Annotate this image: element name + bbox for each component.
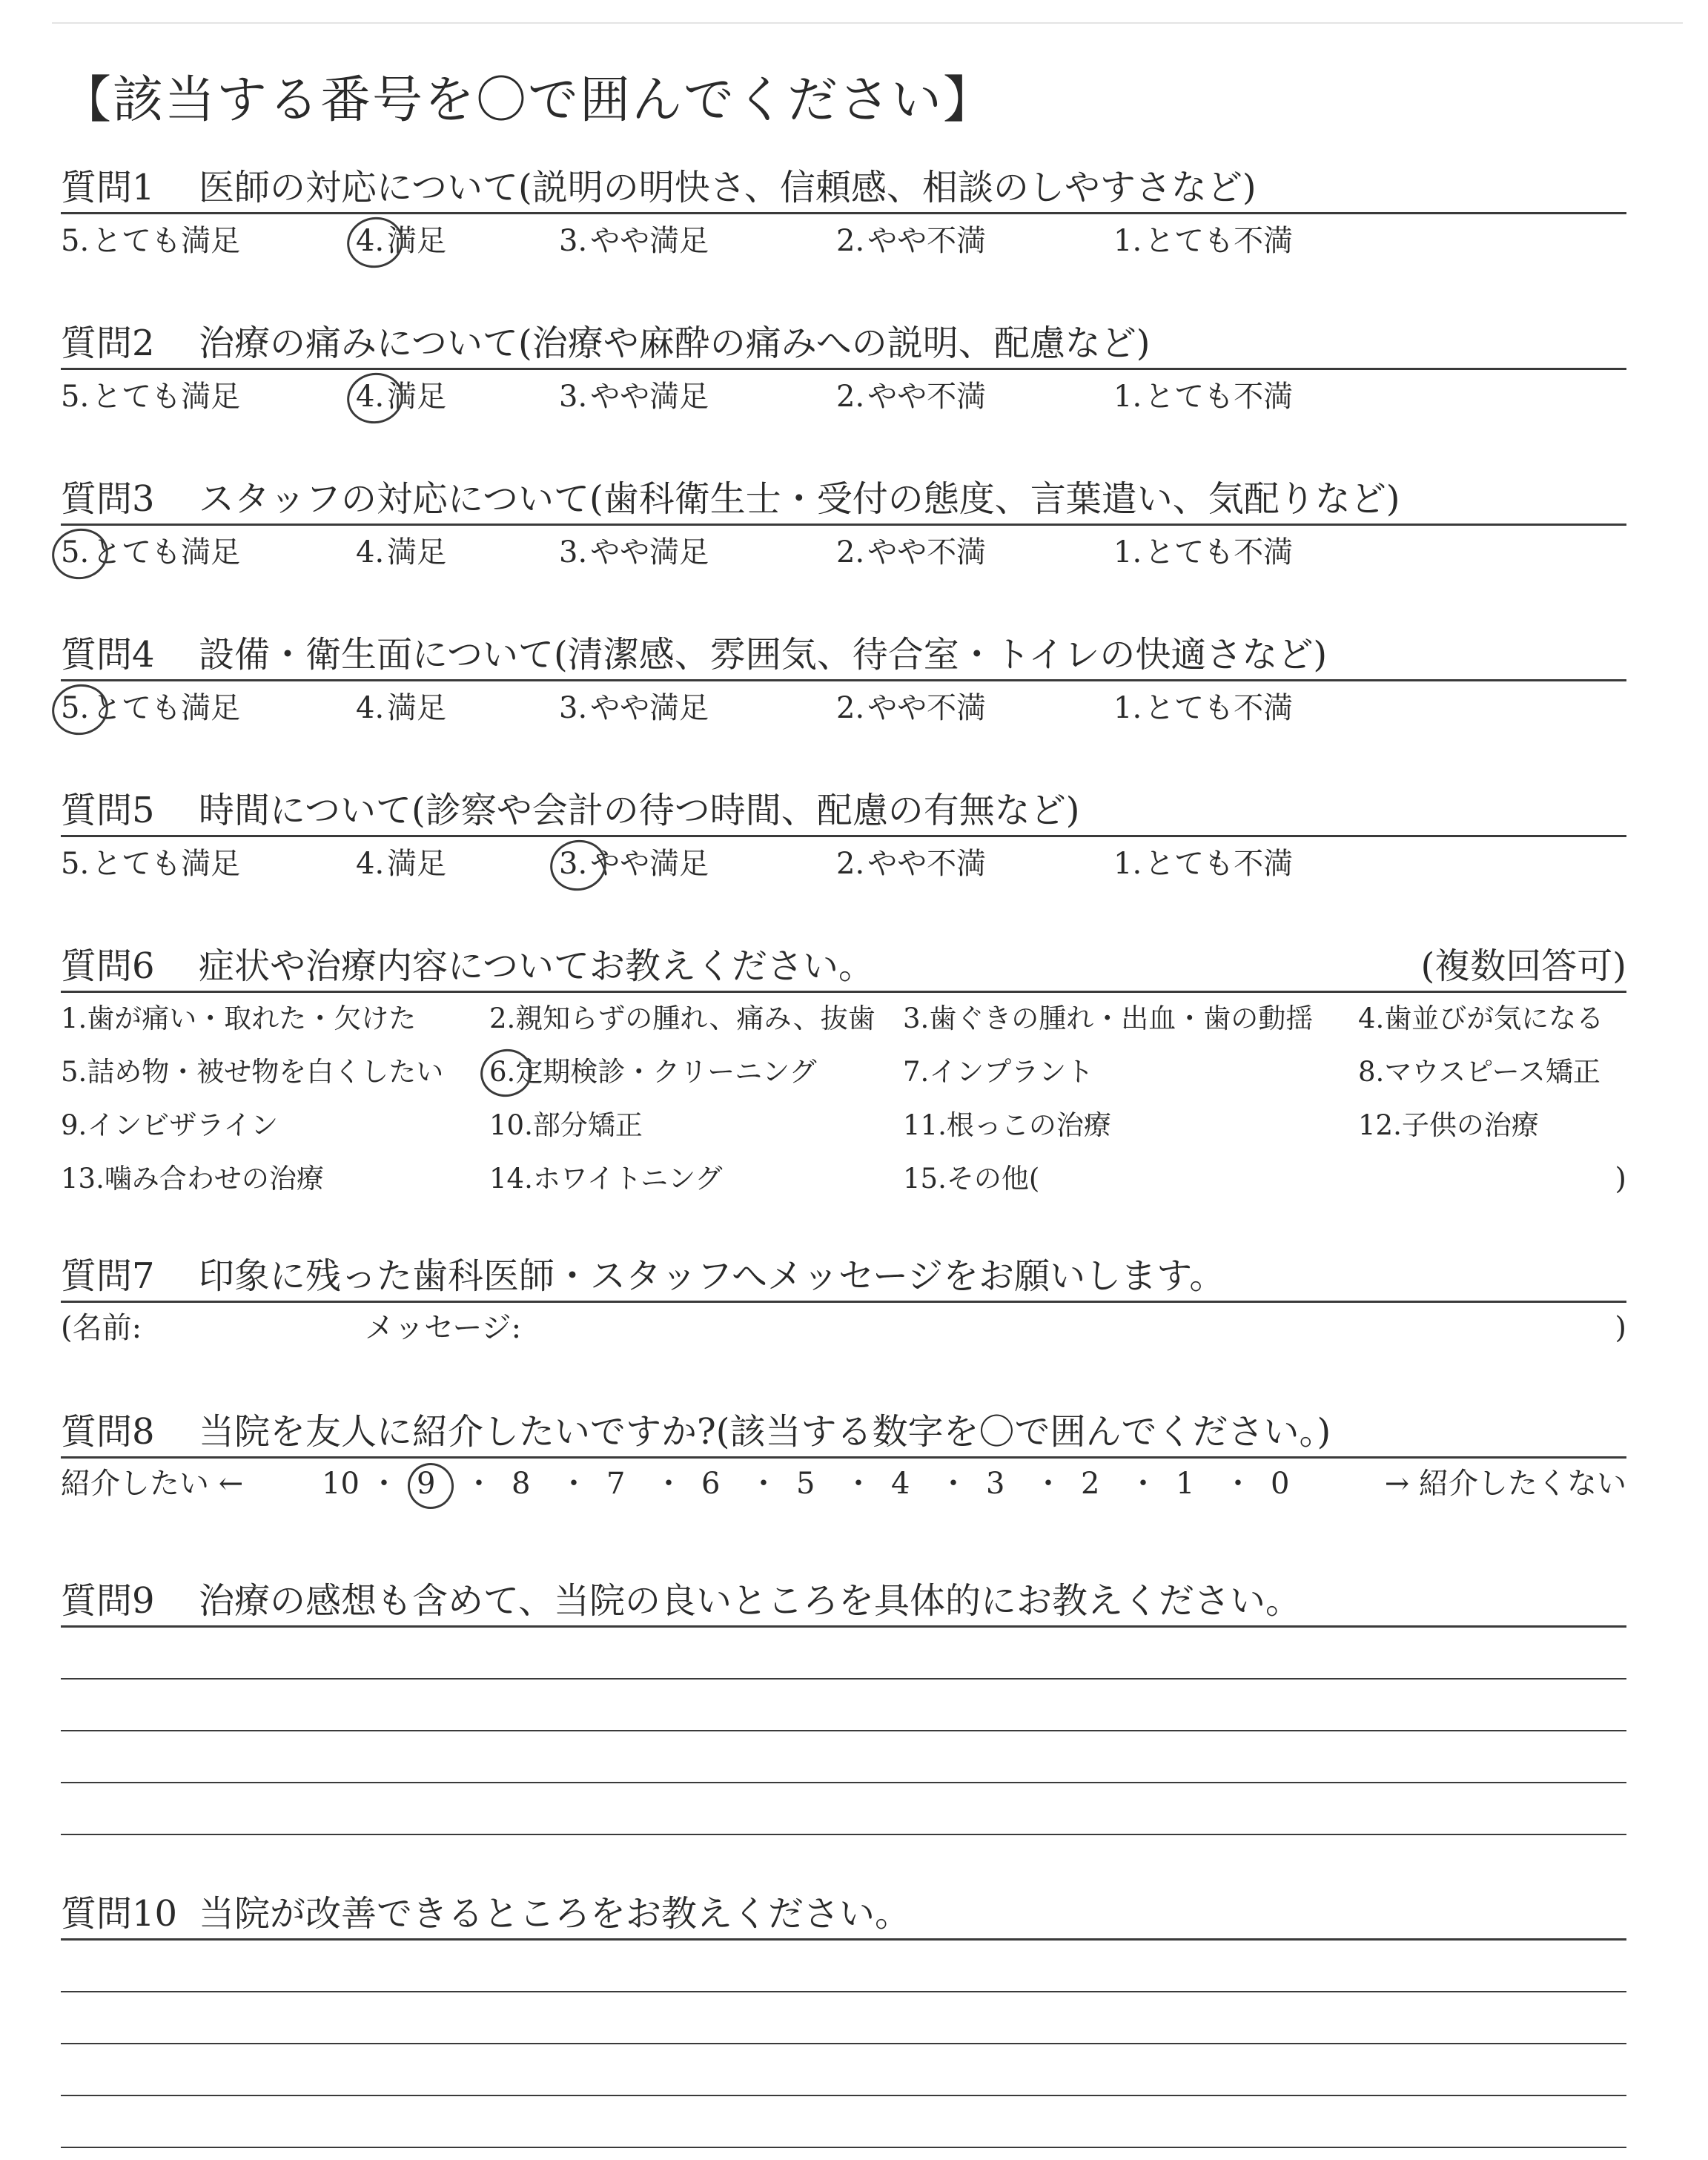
other-close-paren: ) [1615, 1162, 1626, 1196]
option-text: とても不満 [1145, 224, 1294, 258]
option-number: 2. [836, 380, 865, 414]
option-text: やや不満 [867, 380, 987, 414]
scale-value-7[interactable]: 7 [606, 1467, 626, 1501]
symptom-option-11[interactable] [903, 1107, 1111, 1144]
message-line [61, 1306, 1626, 1353]
option-number: 4. [356, 535, 385, 569]
rating-option-2[interactable] [836, 842, 986, 886]
rating-option-2[interactable] [836, 219, 986, 263]
scale-value-2[interactable]: 2 [1081, 1467, 1100, 1501]
option-number: 4. [356, 691, 385, 725]
rating-option-1[interactable] [1113, 374, 1293, 419]
rating-option-4[interactable] [356, 219, 446, 263]
option-number: 3. [903, 1003, 930, 1034]
scale-separator: ・ [1128, 1467, 1158, 1501]
answer-line[interactable] [61, 1680, 1626, 1731]
rating-option-5[interactable] [61, 374, 240, 419]
rating-option-2[interactable] [836, 686, 986, 730]
rating-options [61, 219, 1626, 266]
question-9-header [61, 1578, 1626, 1628]
option-number: 6. [489, 1056, 516, 1088]
option-text: 満足 [387, 380, 447, 414]
question-1 [61, 165, 1626, 266]
question-label: 質問9 [61, 1580, 155, 1622]
rating-option-1[interactable] [1113, 530, 1293, 575]
question-label: 質問7 [61, 1255, 155, 1297]
option-number: 5. [61, 1056, 87, 1088]
recommend-scale [61, 1462, 1626, 1509]
scale-value-9[interactable]: 9 [417, 1467, 436, 1501]
option-number: 7. [903, 1056, 930, 1088]
option-number: 4. [356, 380, 385, 414]
option-number: 5. [61, 691, 90, 725]
option-number: 3. [559, 847, 588, 881]
question-5 [61, 787, 1626, 889]
question-7-header [61, 1253, 1626, 1303]
symptom-option-14[interactable] [489, 1160, 723, 1198]
option-number: 10. [489, 1109, 533, 1141]
answer-line[interactable] [61, 1783, 1626, 1835]
option-number: 1. [1113, 224, 1142, 258]
rating-options [61, 530, 1626, 578]
rating-option-5[interactable] [61, 530, 240, 575]
symptom-option-4[interactable] [1358, 1000, 1603, 1037]
message-label: メッセージ: [365, 1311, 522, 1345]
symptom-option-6[interactable] [489, 1054, 817, 1091]
question-4-header [61, 632, 1626, 681]
symptom-option-12[interactable] [1358, 1107, 1539, 1144]
option-number: 1. [1113, 535, 1142, 569]
option-text: とても不満 [1145, 847, 1294, 881]
scale-value-1[interactable]: 1 [1176, 1467, 1195, 1501]
symptom-option-3[interactable] [903, 1000, 1313, 1037]
rating-option-4[interactable] [356, 842, 446, 886]
option-number: 2. [836, 224, 865, 258]
option-text: 歯ぐきの腫れ・出血・歯の動揺 [929, 1003, 1314, 1034]
option-number: 3. [559, 691, 588, 725]
option-text: 根っこの治療 [946, 1109, 1111, 1141]
question-2-header [61, 320, 1626, 370]
scale-separator: ・ [939, 1467, 968, 1501]
option-number: 2. [836, 847, 865, 881]
option-number: 5. [61, 847, 90, 881]
question-6 [61, 943, 1626, 1223]
option-number: 11. [903, 1109, 947, 1141]
option-text: やや不満 [867, 847, 987, 881]
symptom-option-1[interactable] [61, 1000, 416, 1037]
option-text: とても不満 [1145, 691, 1294, 725]
scale-separator: ・ [559, 1467, 589, 1501]
top-rule [52, 22, 1683, 24]
answer-line[interactable] [61, 2044, 1626, 2096]
option-number: 3. [559, 380, 588, 414]
question-4 [61, 632, 1626, 733]
scale-separator: ・ [369, 1467, 399, 1501]
option-text: 満足 [387, 847, 447, 881]
question-label: 質問1 [61, 167, 155, 208]
option-number: 4. [356, 847, 385, 881]
rating-options [61, 686, 1626, 733]
option-text: インビザライン [87, 1109, 279, 1141]
question-text: 症状や治療内容についてお教えください。 [199, 945, 875, 987]
option-number: 5. [61, 535, 90, 569]
question-2 [61, 320, 1626, 422]
question-10 [61, 1891, 1626, 2148]
rating-options [61, 842, 1626, 889]
question-label: 質問10 [61, 1893, 178, 1935]
scale-separator: ・ [749, 1467, 778, 1501]
option-number: 2. [489, 1003, 516, 1034]
rating-option-2[interactable] [836, 374, 986, 419]
option-number: 9. [61, 1109, 87, 1141]
question-label: 質問4 [61, 634, 155, 676]
option-number: 1. [61, 1003, 87, 1034]
question-10-header [61, 1891, 1626, 1941]
option-text: とても不満 [1145, 535, 1294, 569]
question-8-header [61, 1409, 1626, 1459]
option-number: 3. [559, 535, 588, 569]
question-7 [61, 1253, 1626, 1353]
option-number: 8. [1358, 1056, 1385, 1088]
symptom-option-9[interactable] [61, 1107, 278, 1144]
answer-line[interactable] [61, 2096, 1626, 2148]
symptom-option-2[interactable] [489, 1000, 875, 1037]
answer-line[interactable] [61, 1731, 1626, 1783]
option-number: 1. [1113, 380, 1142, 414]
rating-option-3[interactable] [559, 686, 709, 730]
message-close-paren: ) [1615, 1311, 1626, 1345]
scale-value-4[interactable]: 4 [891, 1467, 910, 1501]
question-label: 質問5 [61, 790, 155, 831]
symptom-option-10[interactable] [489, 1107, 643, 1144]
rating-option-2[interactable] [836, 530, 986, 575]
option-text: 親知らずの腫れ、痛み、抜歯 [515, 1003, 875, 1034]
question-5-header [61, 787, 1626, 837]
option-number: 15. [903, 1163, 947, 1195]
option-number: 5. [61, 224, 90, 258]
scale-value-5[interactable]: 5 [796, 1467, 815, 1501]
symptom-option-5[interactable] [61, 1054, 443, 1091]
question-text: 印象に残った歯科医師・スタッフへメッセージをお願いします。 [199, 1255, 1225, 1297]
rating-option-5[interactable] [61, 842, 240, 886]
symptom-option-15[interactable] [903, 1160, 1039, 1198]
option-text: やや不満 [867, 691, 987, 725]
scale-separator: ・ [464, 1467, 494, 1501]
scale-value-10[interactable]: 10 [322, 1467, 360, 1501]
name-label: (名前: [61, 1311, 142, 1345]
question-1-header [61, 165, 1626, 214]
scale-separator: ・ [654, 1467, 683, 1501]
symptom-option-8[interactable] [1358, 1054, 1601, 1091]
option-text: やや不満 [867, 535, 987, 569]
rating-option-4[interactable] [356, 530, 446, 575]
option-number: 14. [489, 1163, 533, 1195]
question-label: 質問8 [61, 1411, 155, 1453]
question-9 [61, 1578, 1626, 1835]
rating-option-5[interactable] [61, 686, 240, 730]
rating-option-3[interactable] [559, 530, 709, 575]
question-text: 当院が改善できるところをお教えください。 [199, 1893, 911, 1935]
option-text: とても不満 [1145, 380, 1294, 414]
rating-option-1[interactable] [1113, 842, 1293, 886]
option-number: 2. [836, 535, 865, 569]
rating-option-4[interactable] [356, 374, 446, 419]
option-text: 満足 [387, 535, 447, 569]
scale-right-label: → 紹介したくない [1384, 1467, 1626, 1501]
question-3 [61, 476, 1626, 578]
symptom-options [61, 1000, 1626, 1223]
symptom-option-13[interactable] [61, 1160, 324, 1198]
option-text: やや満足 [590, 224, 709, 258]
rating-option-3[interactable] [559, 842, 709, 886]
question-3-header [61, 476, 1626, 526]
option-text: とても満足 [92, 535, 241, 569]
scale-separator: ・ [1033, 1467, 1063, 1501]
option-number: 2. [836, 691, 865, 725]
question-6-header [61, 943, 1626, 993]
option-text: 歯並びが気になる [1384, 1003, 1604, 1034]
rating-option-1[interactable] [1113, 686, 1293, 730]
rating-option-5[interactable] [61, 219, 240, 263]
option-text: 噛み合わせの治療 [104, 1163, 324, 1195]
answer-line[interactable] [61, 1628, 1626, 1680]
scale-value-0[interactable]: 0 [1271, 1467, 1290, 1501]
rating-option-3[interactable] [559, 219, 709, 263]
scale-value-3[interactable]: 3 [986, 1467, 1005, 1501]
option-text: やや満足 [590, 691, 709, 725]
question-label: 質問2 [61, 323, 155, 364]
scale-separator: ・ [844, 1467, 873, 1501]
option-text: とても満足 [92, 691, 241, 725]
option-text: やや不満 [867, 224, 987, 258]
question-text: 治療の痛みについて(治療や麻酔の痛みへの説明、配慮など) [199, 323, 1151, 364]
question-label: 質問3 [61, 478, 155, 520]
option-number: 1. [1113, 691, 1142, 725]
option-text: インプラント [929, 1056, 1094, 1088]
option-text: マウスピース矯正 [1384, 1056, 1601, 1088]
rating-options [61, 374, 1626, 422]
option-number: 4. [356, 224, 385, 258]
scale-value-6[interactable]: 6 [701, 1467, 721, 1501]
option-text: やや満足 [590, 535, 709, 569]
rating-option-1[interactable] [1113, 219, 1293, 263]
question-text: 治療の感想も含めて、当院の良いところを具体的にお教えください。 [199, 1580, 1302, 1622]
option-text: やや満足 [590, 380, 709, 414]
question-8 [61, 1409, 1626, 1509]
option-number: 1. [1113, 847, 1142, 881]
symptom-option-7[interactable] [903, 1054, 1093, 1091]
form-title: 【該当する番号を〇で囲んでください】 [61, 71, 996, 130]
option-text: 詰め物・被せ物を白くしたい [87, 1056, 444, 1088]
option-text: ホワイトニング [532, 1163, 723, 1195]
option-text: 子供の治療 [1401, 1109, 1539, 1141]
scale-separator: ・ [1223, 1467, 1253, 1501]
question-text: 当院を友人に紹介したいですか?(該当する数字を〇で囲んでください。) [199, 1411, 1331, 1453]
question-text: 時間について(診察や会計の待つ時間、配慮の有無など) [199, 790, 1080, 831]
question-text: 設備・衛生面について(清潔感、雰囲気、待合室・トイレの快適さなど) [199, 634, 1328, 676]
option-text: 定期検診・クリーニング [515, 1056, 817, 1088]
option-text: とても満足 [92, 847, 241, 881]
rating-option-4[interactable] [356, 686, 446, 730]
option-number: 12. [1358, 1109, 1402, 1141]
option-number: 3. [559, 224, 588, 258]
rating-option-3[interactable] [559, 374, 709, 419]
option-number: 13. [61, 1163, 105, 1195]
answer-line[interactable] [61, 1941, 1626, 1992]
question-text: スタッフの対応について(歯科衛生士・受付の態度、言葉遣い、気配りなど) [199, 478, 1400, 520]
option-text: とても満足 [92, 224, 241, 258]
answer-line[interactable] [61, 1992, 1626, 2044]
question-text: 医師の対応について(説明の明快さ、信頼感、相談のしやすさなど) [199, 167, 1257, 208]
scale-left-label: 紹介したい ← [61, 1467, 244, 1501]
option-text: やや満足 [590, 847, 709, 881]
option-number: 4. [1358, 1003, 1385, 1034]
multiple-answer-note: (複数回答可) [1420, 945, 1626, 987]
option-text: とても満足 [92, 380, 241, 414]
scale-value-8[interactable]: 8 [512, 1467, 531, 1501]
option-number: 5. [61, 380, 90, 414]
option-text: その他( [946, 1163, 1040, 1195]
option-text: 部分矯正 [532, 1109, 643, 1141]
question-label: 質問6 [61, 945, 155, 987]
option-text: 満足 [387, 224, 447, 258]
option-text: 満足 [387, 691, 447, 725]
option-text: 歯が痛い・取れた・欠けた [87, 1003, 417, 1034]
